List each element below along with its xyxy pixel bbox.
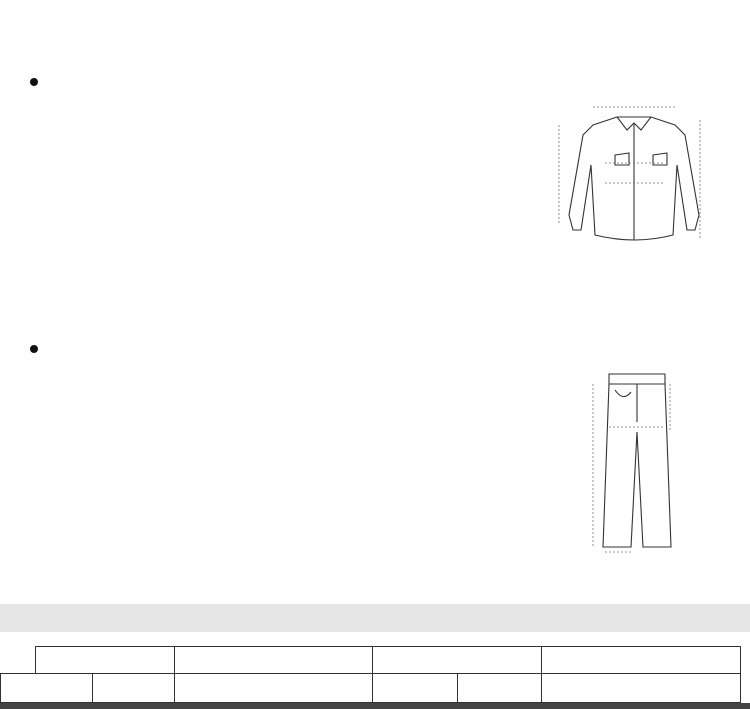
rec-height-2 bbox=[372, 673, 458, 703]
rec-height-1 bbox=[0, 673, 93, 703]
pants-size-note bbox=[30, 340, 42, 355]
shirt-size-note bbox=[30, 73, 42, 88]
rec-header-effect-2 bbox=[541, 646, 741, 674]
rec-size-1 bbox=[174, 673, 373, 703]
rec-size-2 bbox=[541, 673, 741, 703]
bullet-icon bbox=[30, 345, 38, 353]
rec-next-row-edge bbox=[0, 703, 750, 709]
pants-diagram bbox=[585, 362, 695, 562]
size-recommendation-header bbox=[0, 604, 750, 632]
rec-header-effect-1 bbox=[174, 646, 373, 674]
bullet-icon bbox=[30, 78, 38, 86]
rec-weight-2 bbox=[457, 673, 542, 703]
shirt-diagram bbox=[555, 95, 715, 250]
rec-header-range-2 bbox=[372, 646, 542, 674]
rec-header-range-1 bbox=[35, 646, 175, 674]
rec-weight-1 bbox=[92, 673, 175, 703]
